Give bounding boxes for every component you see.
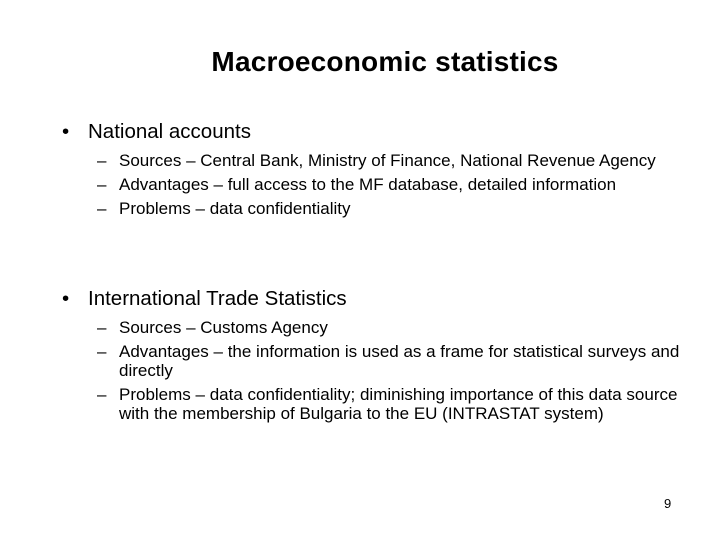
bullet-heading: International Trade Statistics: [88, 287, 347, 310]
bullet-national-accounts: [62, 120, 251, 144]
list-item: [97, 385, 679, 423]
list-item-text: Sources – Central Bank, Ministry of Finance, National Revenue Agency: [119, 151, 656, 170]
slide-title: Macroeconomic statistics: [211, 46, 559, 77]
list-item-text: Problems – data confidentiality: [119, 199, 351, 218]
dash-icon: –: [97, 385, 107, 404]
dash-icon: –: [97, 318, 107, 337]
list-item-text: Problems – data confidentiality; diminishing importance of this data source with the membership of Bulgaria to the EU (INTRASTAT system): [119, 385, 678, 423]
list-item-text: Sources – Customs Agency: [119, 318, 328, 337]
page-number: 9: [664, 496, 672, 511]
bullet-dot-icon: •: [62, 287, 70, 310]
dash-icon: –: [97, 342, 107, 361]
list-item: [97, 318, 697, 337]
bullet-dot-icon: •: [62, 120, 70, 143]
list-item: [97, 175, 697, 194]
list-item: [97, 199, 697, 218]
dash-icon: –: [97, 151, 107, 170]
list-item: [97, 151, 697, 170]
sublist-national-accounts: [97, 151, 697, 223]
dash-icon: –: [97, 199, 107, 218]
list-item-text: Advantages – full access to the MF database, detailed information: [119, 175, 617, 194]
list-item-text: Advantages – the information is used as a frame for statistical surveys and directly: [119, 342, 680, 380]
sublist-international-trade-statistics: [97, 318, 697, 428]
bullet-international-trade-statistics: [62, 287, 347, 311]
bullet-heading: National accounts: [88, 120, 251, 143]
dash-icon: –: [97, 175, 107, 194]
list-item: [97, 342, 697, 380]
